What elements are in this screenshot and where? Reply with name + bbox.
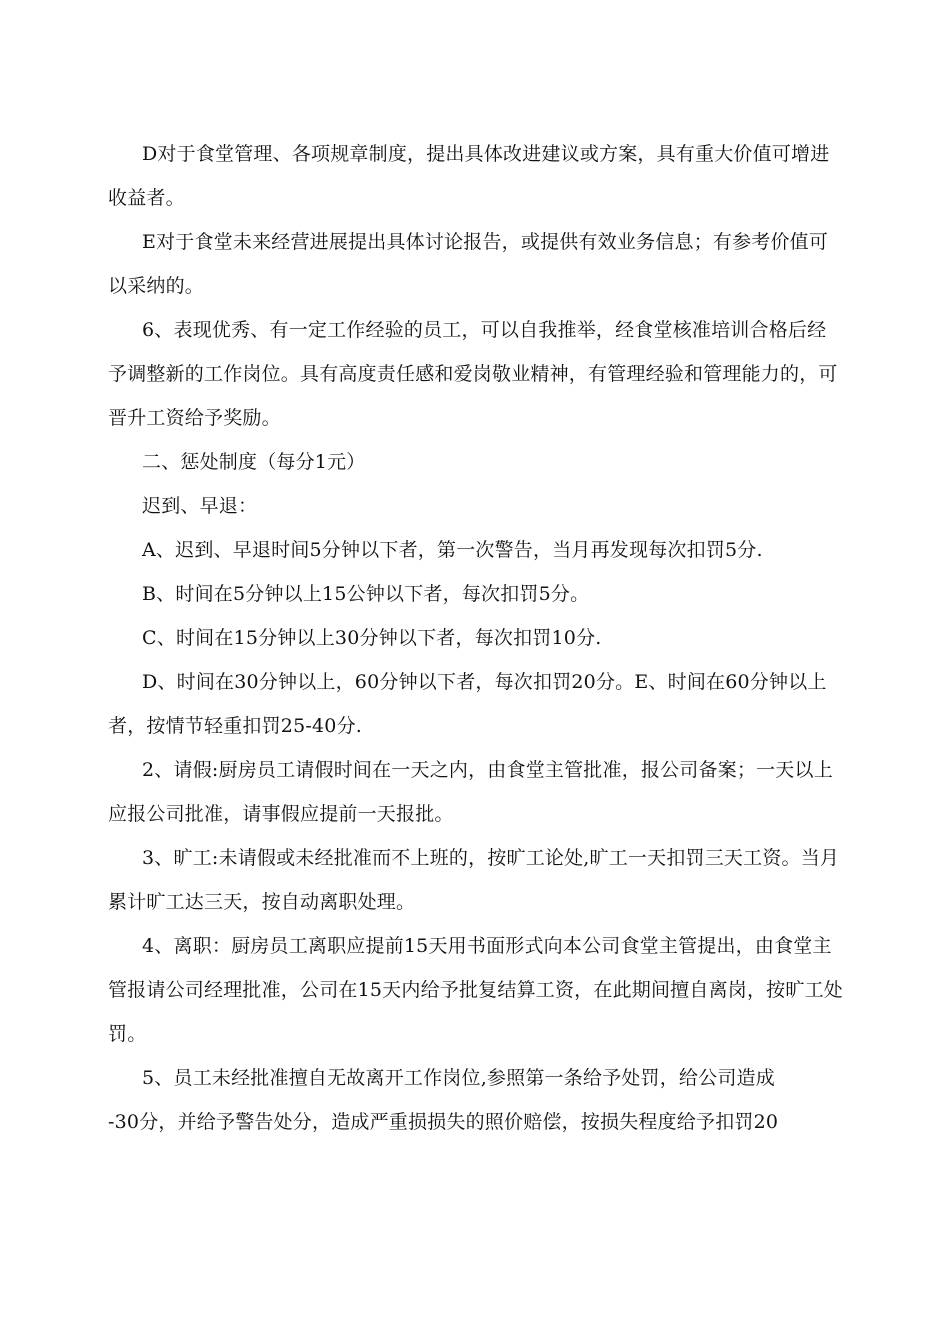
paragraph-a-late: A、迟到、早退时间5分钟以下者，第一次警告，当月再发现每次扣罚5分.	[142, 539, 763, 561]
paragraph-4-resignation: 4、离职：厨房员工离职应提前15天用书面形式向本公司食堂主管提出，由食堂主管报请公司经理批准，公司在15天内给予批复结算工资，在此期间擅自离岗，按旷工处罚。	[108, 935, 843, 1045]
paragraph-c-late: C、时间在15分钟以上30分钟以下者，每次扣罚10分.	[142, 627, 602, 649]
paragraph-6-promotion: 6、表现优秀、有一定工作经验的员工，可以自我推举，经食堂核准培训合格后经予调整新的工作岗位。具有高度责任感和爱岗敬业精神，有管理经验和管理能力的，可晋升工资给予奖励。	[108, 319, 838, 429]
paragraph-d-suggestions: D对于食堂管理、各项规章制度，提出具体改进建议或方案，具有重大价值可增进收益者。	[108, 143, 830, 209]
paragraph-2-leave: 2、请假:厨房员工请假时间在一天之内，由食堂主管批准，报公司备案；一天以上应报公司批准，请事假应提前一天报批。	[108, 759, 833, 825]
paragraph-d-e-late: D、时间在30分钟以上，60分钟以下者，每次扣罚20分。E、时间在60分钟以上者，按情节轻重扣罚25-40分.	[108, 671, 827, 737]
document-body	[108, 132, 843, 1144]
paragraph-5-leaving-post: 5、员工未经批准擅自无故离开工作岗位,参照第一条给予处罚，给公司造成	[142, 1067, 775, 1089]
subheading-late-early: 迟到、早退：	[142, 495, 258, 517]
section-heading-penalties: 二、惩处制度（每分1元）	[142, 451, 366, 473]
paragraph-e-reports: E对于食堂未来经营进展提出具体讨论报告，或提供有效业务信息；有参考价值可以采纳的。	[108, 231, 829, 297]
paragraph-b-late: B、时间在5分钟以上15公钟以下者，每次扣罚5分。	[142, 583, 590, 605]
paragraph-3-absence: 3、旷工:未请假或未经批准而不上班的，按旷工论处,旷工一天扣罚三天工资。当月累计旷工达三天，按自动离职处理。	[108, 847, 840, 913]
paragraph-5-continuation: -30分，并给予警告处分，造成严重损损失的照价赔偿，按损失程度给予扣罚20	[108, 1111, 779, 1133]
